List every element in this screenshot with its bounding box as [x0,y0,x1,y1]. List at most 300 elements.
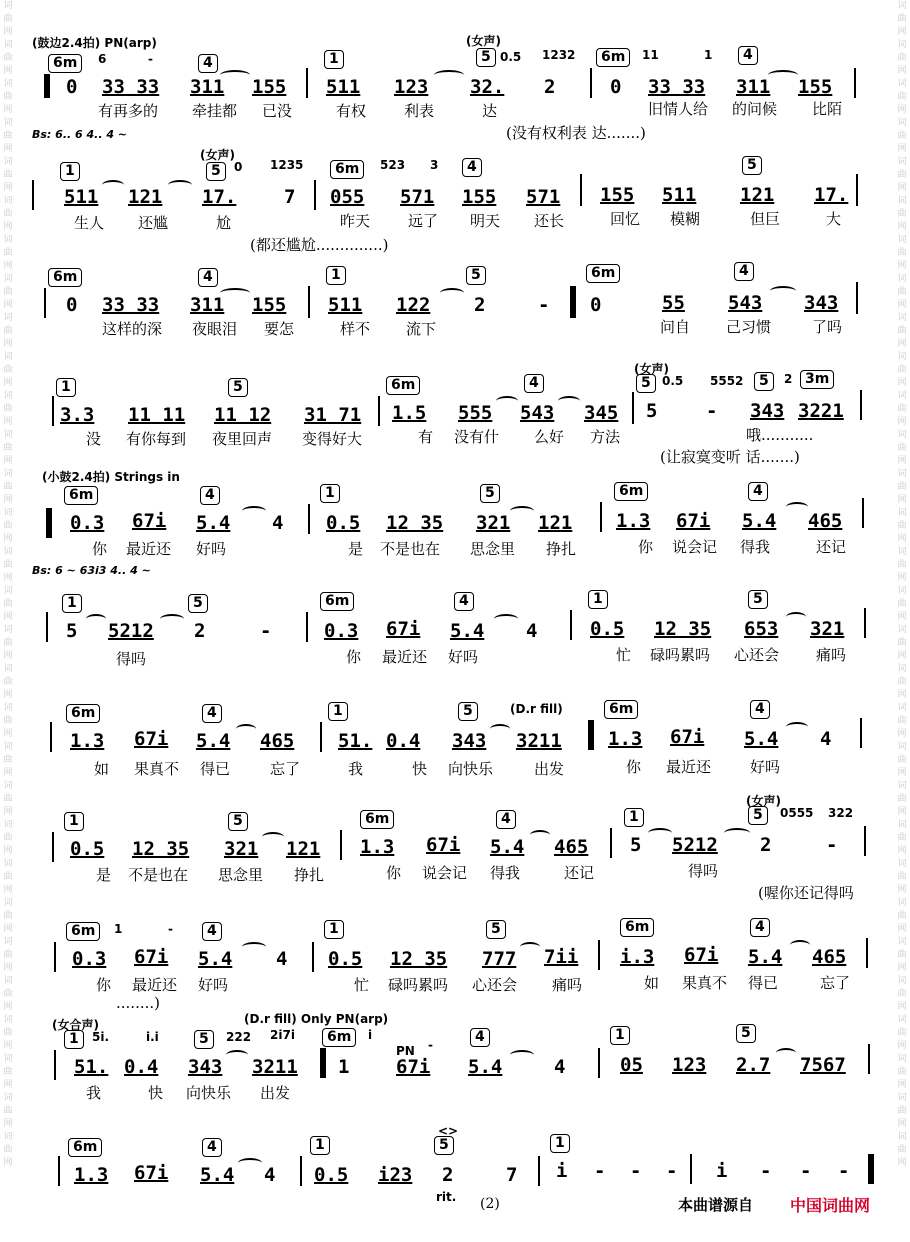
note: 1.3 [608,728,643,750]
note: 2 [760,834,772,856]
note: - [760,1160,772,1182]
chord-symbol: 6m [68,1138,102,1157]
note: 543 [728,292,763,314]
note: 0 [610,76,622,98]
note: 05 [620,1054,643,1076]
lyric: 痛吗 [816,646,847,664]
note: 2 [544,76,556,98]
lyric: 哦........... [746,426,814,444]
chord-symbol: 5 [636,374,656,393]
lyric: 思念里 [470,540,516,558]
lyric: 忘了 [820,974,851,992]
vocal-line: (让寂寞变听 话.......) [660,448,800,466]
lyric: 了吗 [812,318,843,336]
note: 465 [812,946,847,968]
chord-symbol: 6m [620,918,654,937]
lyric: 好吗 [198,976,229,994]
annotation: (小鼓2.4拍) Strings in [42,470,180,484]
chord-symbol: 1 [56,378,76,397]
lyric: 最近还 [666,758,712,776]
chord-symbol: 4 [200,486,220,505]
annotation: (D.r fill) Only PN(arp) [244,1012,389,1026]
chord-symbol: 6m [596,48,630,67]
note: 5212 [108,620,154,642]
note: 123 [394,76,429,98]
lyric: 好吗 [448,648,479,666]
lyric: 你 [96,976,112,994]
pre-note: i.i [146,1030,159,1044]
note: 17. [814,184,849,206]
lyric: 快 [148,1084,164,1102]
chord-symbol: 4 [748,482,768,501]
note: 51. [338,730,373,752]
note: - [538,294,550,316]
lyric: 向快乐 [186,1084,232,1102]
pre-note: 0555 [780,806,814,820]
note: 67i [134,728,169,750]
watermark-left: 词曲网 词曲网 词曲网 词曲网 词曲网 词曲网 词曲网 词曲网 词曲网 词曲网 词曲网 词曲网 词曲网 词曲网 词曲网 词曲网 词曲网 词曲网 词曲网 词曲网 词曲网 词曲网 词曲网 词曲网 词曲网 词曲网 词曲网 词曲网 词曲网 词曲网 [3,1,13,1168]
system-10 [30,1010,880,1110]
note: 12 35 [132,838,190,860]
note: 121 [538,512,573,534]
chord-symbol: 6m [48,268,82,287]
pre-note: 222 [226,1030,252,1044]
lyric: 如 [644,974,660,992]
chord-symbol: 6m [330,160,364,179]
chord-symbol: 1 [320,484,340,503]
pre-note: - [428,1038,433,1052]
lyric: 果真不 [134,760,180,778]
pre-note: 11 [642,48,659,62]
chord-symbol: 4 [470,1028,490,1047]
chord-symbol: 1 [62,594,82,613]
note: 7 [506,1164,518,1186]
lyric: 你 [346,648,362,666]
note: 0 [66,76,78,98]
pre-note: 6 [98,52,107,66]
lyric: 还长 [534,212,565,230]
chord-symbol: 4 [202,704,222,723]
pre-note: 2i7i [270,1028,295,1042]
lyric: 但巨 [750,210,781,228]
note: 33 33 [102,76,160,98]
note: 0.3 [70,512,105,534]
lyric: 夜眼泪 [192,320,238,338]
chord-symbol: 4 [750,918,770,937]
lyric: 得我 [490,864,521,882]
lyric: 说会记 [672,538,718,556]
lyric: 要怎 [264,320,295,338]
chord-symbol: 4 [454,592,474,611]
note: 5.4 [196,730,231,752]
chord-symbol: 5 [748,590,768,609]
chord-symbol: 6m [586,264,620,283]
note: 155 [600,184,635,206]
note: 4 [264,1164,276,1186]
note: 155 [252,294,287,316]
lyric: 忙 [616,646,632,664]
note: 321 [810,618,845,640]
vocal-mark: (女声) [634,362,669,376]
note: 33 33 [102,294,160,316]
chord-symbol: 1 [624,808,644,827]
note: 311 [190,294,225,316]
pre-note: PN [396,1044,415,1058]
chord-symbol: 6m [360,810,394,829]
chord-symbol: 4 [496,810,516,829]
chord-symbol: 1 [64,812,84,831]
lyric: 比陌 [812,100,843,118]
chord-symbol: 5 [194,1030,214,1049]
note: 51. [74,1056,109,1078]
note: 1.3 [70,730,105,752]
note: 0.5 [328,948,363,970]
lyric: 忙 [354,976,370,994]
note: 321 [224,838,259,860]
lyric: 你 [386,864,402,882]
chord-symbol: 6m [386,376,420,395]
chord-symbol: 1 [60,162,80,181]
lyric: 问自 [660,318,691,336]
chord-symbol: 5 [748,806,768,825]
chord-symbol: 1 [324,50,344,69]
lyric: 快 [412,760,428,778]
note: 121 [128,186,163,208]
note: 4 [276,948,288,970]
system-1 [30,30,880,140]
note: 2.7 [736,1054,771,1076]
lyric: 达 [482,102,498,120]
lyric: 心还会 [472,976,518,994]
note: 1.3 [360,836,395,858]
lyric: 夜里回声 [212,430,273,448]
note: 3.3 [60,404,95,426]
system-3 [30,262,880,352]
chord-symbol: 5 [458,702,478,721]
note: - [800,1160,812,1182]
vocal-line: (没有权利表 达.......) [506,124,646,142]
lyric: 尬 [216,214,232,232]
annotation: (鼓边2.4拍) PN(arp) [32,36,157,50]
chord-symbol: 5 [742,156,762,175]
note: i23 [378,1164,413,1186]
pre-note: i [368,1028,373,1042]
lyric: 没有什 [454,428,500,446]
note: i [716,1160,728,1182]
vocal-line: (喔你还记得吗 [758,884,854,902]
chord-symbol: 1 [550,1134,570,1153]
note: 67i [396,1056,431,1078]
note: 5.4 [200,1164,235,1186]
note: - [666,1160,678,1182]
note: 555 [458,402,493,424]
chord-symbol: 1 [324,920,344,939]
lyric: 忘了 [270,760,301,778]
lyric: 生人 [74,214,105,232]
chord-symbol: 6m [48,54,82,73]
source-label: 本曲谱源自 [678,1196,754,1214]
lyric: 出发 [534,760,565,778]
note: 4 [526,620,538,642]
note: 5.4 [742,510,777,532]
note: 0.5 [326,512,361,534]
note: 67i [426,834,461,856]
system-7 [30,696,880,796]
note: 5 [630,834,642,856]
note: 123 [672,1054,707,1076]
bass-line: Bs: 6.. 6 4.. 4 ~ [32,128,128,141]
vocal-line: (都还尴尬..............) [250,236,389,254]
note: 1 [338,1056,350,1078]
note: 311 [190,76,225,98]
chord-symbol: 4 [738,46,758,65]
lyric: 碌吗累吗 [388,976,449,994]
note: 67i [386,618,421,640]
vocal-mark: (女声) [466,34,501,48]
note: 3211 [516,730,562,752]
pre-note: <> [438,1124,459,1138]
lyric: 最近还 [382,648,428,666]
lyric: 旧情人给 [648,100,709,118]
note: 0 [590,294,602,316]
lyric: 得我 [740,538,771,556]
note: 5.4 [198,948,233,970]
pre-note: 2 [784,372,793,386]
note: 32. [470,76,505,98]
chord-symbol: 5 [466,266,486,285]
note: - [630,1160,642,1182]
chord-symbol: 5 [486,920,506,939]
pre-note: - [148,52,153,66]
lyric: 还尴 [138,214,169,232]
lyric: 说会记 [422,864,468,882]
system-5 [30,466,880,586]
system-2 [30,144,880,254]
rit-marking: rit. [436,1190,457,1204]
lyric: 你 [638,538,654,556]
note: 121 [740,184,775,206]
lyric: 的问候 [732,100,778,118]
note: - [838,1160,850,1182]
system-4 [30,358,880,468]
lyric: 己习惯 [726,318,772,336]
note: 0.5 [590,618,625,640]
lyric: 果真不 [682,974,728,992]
note: 2 [474,294,486,316]
chord-symbol: 1 [310,1136,330,1155]
chord-symbol: 4 [202,1138,222,1157]
chord-symbol: 6m [64,486,98,505]
lyric: 出发 [260,1084,291,1102]
pre-note: 523 [380,158,406,172]
note: 465 [808,510,843,532]
chord-symbol: 5 [736,1024,756,1043]
lyric: 好吗 [196,540,227,558]
chord-symbol: 4 [202,922,222,941]
note: 55 [662,292,685,314]
note: 321 [476,512,511,534]
lyric: 心还会 [734,646,780,664]
note: 511 [328,294,363,316]
lyric: 向快乐 [448,760,494,778]
lyric: 昨天 [340,212,371,230]
lyric: 最近还 [126,540,172,558]
lyric: 我 [348,760,364,778]
chord-symbol: 6m [614,482,648,501]
note: 155 [252,76,287,98]
lyric: 是 [96,866,112,884]
lyric: 如 [94,760,110,778]
vocal-mark: (女合声) [52,1018,99,1032]
note: 653 [744,618,779,640]
lyric: 利表 [404,102,435,120]
note: 67i [676,510,711,532]
chord-symbol: 3m [800,370,834,389]
pre-note: 0.5 [662,374,684,388]
note: i.3 [620,946,655,968]
system-9 [30,914,880,1014]
note: 155 [798,76,833,98]
lyric: 碌吗累吗 [650,646,711,664]
note: - [260,620,272,642]
chord-symbol: 6m [66,704,100,723]
lyric: 是 [348,540,364,558]
note: 511 [662,184,697,206]
note: 12 35 [654,618,712,640]
note: 571 [400,186,435,208]
note: 67i [134,946,169,968]
vocal-mark: (女声) [200,148,235,162]
lyric: 大 [826,210,842,228]
note: 0.3 [72,948,107,970]
lyric: 最近还 [132,976,178,994]
note: 055 [330,186,365,208]
system-8 [30,790,880,910]
lyric: 得吗 [688,862,719,880]
note: 31 71 [304,404,362,426]
chord-symbol: 5 [228,812,248,831]
note: 4 [554,1056,566,1078]
note: 5.4 [196,512,231,534]
lyric: 思念里 [218,866,264,884]
lyric: 得已 [200,760,231,778]
lyric: 你 [92,540,108,558]
chord-symbol: 4 [462,158,482,177]
page-number: (2) [480,1196,500,1212]
lyric: 有权 [336,102,367,120]
note: 67i [134,1162,169,1184]
annotation: (D.r fill) [510,702,563,716]
lyric: 还记 [564,864,595,882]
chord-symbol: 1 [328,702,348,721]
note: 343 [750,400,785,422]
pre-note: 1235 [270,158,304,172]
pre-note: 5i. [92,1030,110,1044]
note: 7567 [800,1054,846,1076]
note: - [826,834,838,856]
note: 5 [66,620,78,642]
note: 0.4 [124,1056,159,1078]
note: 5.4 [744,728,779,750]
note: 1.3 [616,510,651,532]
chord-symbol: 1 [64,1030,84,1049]
lyric: 没 [86,430,102,448]
chord-symbol: 1 [326,266,346,285]
note: 7ii [544,946,579,968]
lyric: 好吗 [750,758,781,776]
note: 4 [820,728,832,750]
lyric: 你 [626,758,642,776]
note: 1.3 [74,1164,109,1186]
lyric: 痛吗 [552,976,583,994]
note: 33 33 [648,76,706,98]
lyric: 远了 [408,212,439,230]
lyric: 流下 [406,320,437,338]
pre-note: - [168,922,173,936]
pre-note: 1232 [542,48,576,62]
note: 7 [284,186,296,208]
note: 5212 [672,834,718,856]
note: 2 [442,1164,454,1186]
note: 11 11 [128,404,186,426]
chord-symbol: 6m [322,1028,356,1047]
site-link[interactable]: 中国词曲网 [790,1196,871,1215]
note: 12 35 [390,948,448,970]
note: 0 [66,294,78,316]
lyric: 么好 [534,428,565,446]
note: 777 [482,948,517,970]
note: 122 [396,294,431,316]
note: 3221 [798,400,844,422]
lyric: 有再多的 [98,102,159,120]
chord-symbol: 5 [206,162,226,181]
lyric: 不是也在 [128,866,189,884]
pre-note: 0.5 [500,50,522,64]
note: 5 [646,400,658,422]
note: 465 [260,730,295,752]
note: 67i [132,510,167,532]
chord-symbol: 5 [480,484,500,503]
lyric: 不是也在 [380,540,441,558]
note: 5.4 [748,946,783,968]
chord-symbol: 5 [188,594,208,613]
note: 1.5 [392,402,427,424]
pre-note: 1 [704,48,713,62]
chord-symbol: 4 [750,700,770,719]
note: 343 [188,1056,223,1078]
pre-note: 3 [430,158,439,172]
note: 5.4 [450,620,485,642]
chord-symbol: 1 [588,590,608,609]
note: 0.5 [70,838,105,860]
note: 67i [684,944,719,966]
chord-symbol: 5 [754,372,774,391]
chord-symbol: 4 [734,262,754,281]
chord-symbol: 4 [198,54,218,73]
lyric: 模糊 [670,210,701,228]
system-6 [30,588,880,688]
note: 5.4 [468,1056,503,1078]
chord-symbol: 6m [320,592,354,611]
lyric: 有 [418,428,434,446]
note: 343 [452,730,487,752]
vocal-mark: (女声) [746,794,781,808]
note: - [706,400,718,422]
chord-symbol: 5 [228,378,248,397]
note: - [594,1160,606,1182]
chord-symbol: 5 [476,48,496,67]
pre-note: 322 [828,806,854,820]
